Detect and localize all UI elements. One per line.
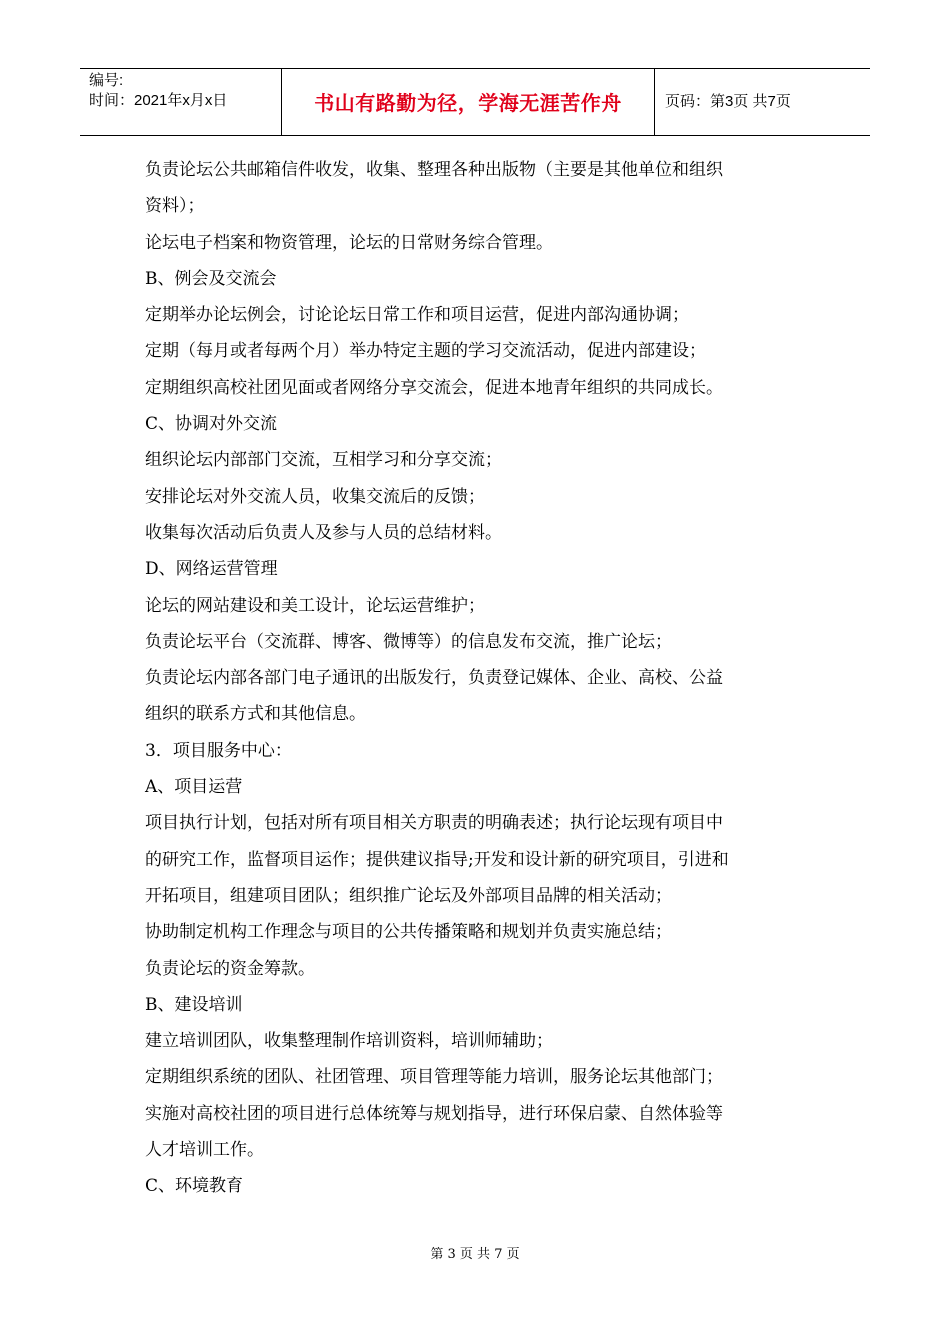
body-line: 定期举办论坛例会，讨论论坛日常工作和项目运营，促进内部沟通协调； bbox=[145, 305, 689, 326]
document-body bbox=[145, 152, 811, 1205]
body-line: 负责论坛公共邮箱信件收发，收集、整理各种出版物（主要是其他单位和组织 bbox=[145, 160, 723, 180]
body-line: 负责论坛内部各部门电子通讯的出版发行，负责登记媒体、企业、高校、公益 bbox=[145, 668, 723, 689]
section-heading: C、环境教育 bbox=[145, 1176, 244, 1197]
section-heading: 3．项目服务中心： bbox=[145, 740, 292, 761]
header-motto: 书山有路勤为径，学海无涯苦作舟 bbox=[314, 93, 622, 115]
document-number-label: 编号: bbox=[89, 72, 124, 89]
body-line: 安排论坛对外交流人员，收集交流后的反馈； bbox=[145, 486, 485, 507]
section-heading: C、协调对外交流 bbox=[145, 414, 278, 435]
body-line: 实施对高校社团的项目进行总体统筹与规划指导，进行环保启蒙、自然体验等 bbox=[145, 1103, 723, 1124]
document-date: 时间：2021年x月x日 bbox=[89, 92, 228, 109]
header-page-cell bbox=[655, 69, 870, 135]
section-heading: B、建设培训 bbox=[145, 994, 243, 1015]
body-line: 定期组织系统的团队、社团管理、项目管理等能力培训，服务论坛其他部门； bbox=[145, 1067, 723, 1088]
document-header bbox=[80, 68, 870, 136]
page-footer-number: 第 3 页 共 7 页 bbox=[430, 1247, 520, 1262]
body-line: 项目执行计划，包括对所有项目相关方职责的明确表述；执行论坛现有项目中 bbox=[145, 813, 723, 834]
body-line: 建立培训团队，收集整理制作培训资料，培训师辅助； bbox=[145, 1031, 553, 1052]
body-line: 收集每次活动后负责人及参与人员的总结材料。 bbox=[145, 522, 502, 543]
section-heading: B、例会及交流会 bbox=[145, 268, 277, 289]
section-heading: D、网络运营管理 bbox=[145, 559, 278, 580]
header-page-code: 页码：第3页 共7页 bbox=[665, 93, 791, 110]
body-line: 组织论坛内部部门交流，互相学习和分享交流； bbox=[145, 450, 502, 471]
body-line: 开拓项目，组建项目团队；组织推广论坛及外部项目品牌的相关活动； bbox=[145, 885, 672, 906]
body-line: 论坛的网站建设和美工设计，论坛运营维护； bbox=[145, 595, 485, 616]
body-line: 人才培训工作。 bbox=[145, 1140, 264, 1161]
body-line: 负责论坛平台（交流群、博客、微博等）的信息发布交流，推广论坛； bbox=[145, 631, 672, 652]
body-line: 的研究工作，监督项目运作；提供建议指导;开发和设计新的研究项目，引进和 bbox=[145, 849, 729, 870]
header-motto-cell bbox=[282, 69, 655, 135]
body-line: 定期组织高校社团见面或者网络分享交流会，促进本地青年组织的共同成长。 bbox=[145, 377, 723, 398]
body-line: 负责论坛的资金筹款。 bbox=[145, 958, 315, 979]
body-line: 组织的联系方式和其他信息。 bbox=[145, 704, 366, 725]
header-meta-cell bbox=[80, 69, 282, 135]
body-line: 定期（每月或者每两个月）举办特定主题的学习交流活动，促进内部建设； bbox=[145, 341, 706, 362]
section-heading: A、项目运营 bbox=[145, 777, 243, 798]
body-line: 论坛电子档案和物资管理，论坛的日常财务综合管理。 bbox=[145, 232, 553, 253]
body-line: 资料）； bbox=[145, 196, 205, 217]
body-line: 协助制定机构工作理念与项目的公共传播策略和规划并负责实施总结； bbox=[145, 922, 672, 943]
